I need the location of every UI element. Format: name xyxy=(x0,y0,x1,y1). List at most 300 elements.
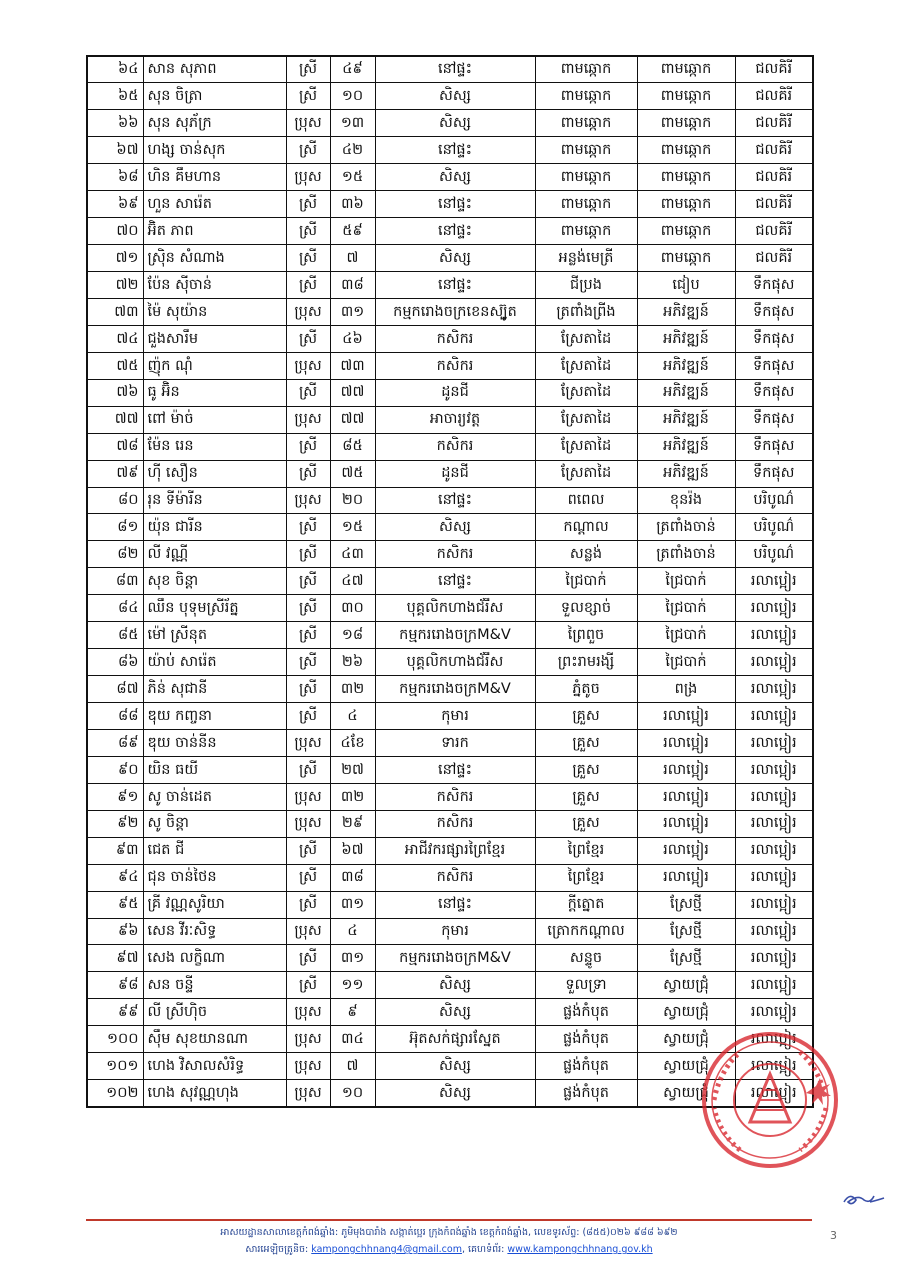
sex-cell: ស្រី xyxy=(286,676,330,703)
village-cell: ស្រែតាដៃ xyxy=(535,352,637,379)
roster-table-body xyxy=(87,56,813,1107)
commune-cell: អភិវឌ្ឍន៍ xyxy=(637,379,735,406)
district-cell: រលាប្អៀរ xyxy=(735,972,813,999)
table-row xyxy=(87,352,813,379)
sex-cell: ស្រី xyxy=(286,703,330,730)
commune-cell: ស្រែថ្មី xyxy=(637,918,735,945)
age-cell: ១០ xyxy=(330,83,375,110)
table-row xyxy=(87,1053,813,1080)
sex-cell: ប្រុស xyxy=(286,729,330,756)
occupation-cell: កសិករ xyxy=(375,864,535,891)
age-cell: ៤៣ xyxy=(330,541,375,568)
commune-cell: ពាមឆ្កោក xyxy=(637,83,735,110)
age-cell: ៤ xyxy=(330,918,375,945)
row-number-cell: ៧៤ xyxy=(87,325,143,352)
website-link[interactable]: www.kampongchhnang.gov.kh xyxy=(507,1244,653,1255)
village-cell: ព្រៃខ្មែរ xyxy=(535,864,637,891)
table-row xyxy=(87,272,813,299)
commune-cell: ជ្រៃបាក់ xyxy=(637,622,735,649)
district-cell: រលាប្អៀរ xyxy=(735,783,813,810)
table-row xyxy=(87,676,813,703)
occupation-cell: នៅផ្ទះ xyxy=(375,756,535,783)
sex-cell: ស្រី xyxy=(286,379,330,406)
occupation-cell: នៅផ្ទះ xyxy=(375,487,535,514)
name-cell: សូ ចាន់ដេត xyxy=(143,783,286,810)
website-label: , គេហទំព័រ: xyxy=(461,1244,505,1255)
sex-cell: ស្រី xyxy=(286,837,330,864)
village-cell: ស្រែតាដៃ xyxy=(535,379,637,406)
occupation-cell: នៅផ្ទះ xyxy=(375,56,535,83)
district-cell: បរិបូណ៌ xyxy=(735,487,813,514)
sex-cell: ប្រុស xyxy=(286,783,330,810)
district-cell: រលាប្អៀរ xyxy=(735,1080,813,1107)
name-cell: លី ស្រីហ៊ិច xyxy=(143,999,286,1026)
sex-cell: ស្រី xyxy=(286,756,330,783)
table-row xyxy=(87,325,813,352)
commune-cell: ស្រែថ្មី xyxy=(637,891,735,918)
table-row xyxy=(87,864,813,891)
age-cell: ៣២ xyxy=(330,783,375,810)
sex-cell: ស្រី xyxy=(286,433,330,460)
table-row xyxy=(87,568,813,595)
name-cell: លី វណ្ណី xyxy=(143,541,286,568)
row-number-cell: ៧២ xyxy=(87,272,143,299)
name-cell: យ៉ាប់ សារ៉េត xyxy=(143,649,286,676)
village-cell: ពាមឆ្កោក xyxy=(535,83,637,110)
age-cell: ៧៧ xyxy=(330,406,375,433)
table-row xyxy=(87,137,813,164)
name-cell: សុខ ចិន្តា xyxy=(143,568,286,595)
name-cell: ឌុយ ចាន់នីន xyxy=(143,729,286,756)
village-cell: ទួលខ្សាច់ xyxy=(535,595,637,622)
name-cell: យ៉ុន ជារីន xyxy=(143,514,286,541)
district-cell: រលាប្អៀរ xyxy=(735,729,813,756)
sex-cell: ស្រី xyxy=(286,83,330,110)
age-cell: ៧៣ xyxy=(330,352,375,379)
age-cell: ២៩ xyxy=(330,810,375,837)
age-cell: ១១ xyxy=(330,972,375,999)
district-cell: រលាប្អៀរ xyxy=(735,999,813,1026)
commune-cell: ស្វាយជ្រុំ xyxy=(637,1080,735,1107)
occupation-cell: អាជីវករផ្សារព្រៃខ្មែរ xyxy=(375,837,535,864)
sex-cell: ប្រុស xyxy=(286,999,330,1026)
name-cell: ហេង សុវណ្ណហុង xyxy=(143,1080,286,1107)
commune-cell: អភិវឌ្ឍន៍ xyxy=(637,325,735,352)
sex-cell: ស្រី xyxy=(286,272,330,299)
district-cell: រលាប្អៀរ xyxy=(735,595,813,622)
occupation-cell: នៅផ្ទះ xyxy=(375,568,535,595)
name-cell: ឌុយ កញ្ចនា xyxy=(143,703,286,730)
commune-cell: ពាមឆ្កោក xyxy=(637,56,735,83)
village-cell: ត្រោកកណ្តាល xyxy=(535,918,637,945)
age-cell: ៣២ xyxy=(330,676,375,703)
name-cell: ស៊ឹម សុខយានណា xyxy=(143,1026,286,1053)
table-row xyxy=(87,649,813,676)
name-cell: គ្រី វណ្ណសូរិយា xyxy=(143,891,286,918)
sex-cell: ប្រុស xyxy=(286,352,330,379)
row-number-cell: ៧០ xyxy=(87,218,143,245)
age-cell: ៧៧ xyxy=(330,379,375,406)
occupation-cell: សិស្ស xyxy=(375,514,535,541)
sex-cell: ស្រី xyxy=(286,325,330,352)
table-row xyxy=(87,541,813,568)
row-number-cell: ៩៩ xyxy=(87,999,143,1026)
sex-cell: ប្រុស xyxy=(286,1026,330,1053)
age-cell: ៣០ xyxy=(330,595,375,622)
commune-cell: ពាមឆ្កោក xyxy=(637,218,735,245)
village-cell: ទួលទ្រា xyxy=(535,972,637,999)
district-cell: រលាប្អៀរ xyxy=(735,676,813,703)
age-cell: ៧ xyxy=(330,245,375,272)
table-row xyxy=(87,1026,813,1053)
sex-cell: ប្រុស xyxy=(286,406,330,433)
district-cell: ជលគិរី xyxy=(735,218,813,245)
occupation-cell: កសិករ xyxy=(375,810,535,837)
email-label: សារអេឡិចត្រូនិច: xyxy=(245,1244,309,1255)
village-cell: ពាមឆ្កោក xyxy=(535,218,637,245)
occupation-cell: ដូនជី xyxy=(375,460,535,487)
age-cell: ៣១ xyxy=(330,945,375,972)
email-link[interactable]: kampongchhnang4@gmail.com xyxy=(311,1244,462,1255)
age-cell: ៣៦ xyxy=(330,191,375,218)
commune-cell: ពង្រ xyxy=(637,676,735,703)
village-cell: ផ្លង់កំបុត xyxy=(535,1080,637,1107)
district-cell: រលាប្អៀរ xyxy=(735,1053,813,1080)
age-cell: ២៧ xyxy=(330,756,375,783)
commune-cell: រលាប្អៀរ xyxy=(637,756,735,783)
village-cell: ព្រៃខ្មែរ xyxy=(535,837,637,864)
table-row xyxy=(87,1080,813,1107)
table-row xyxy=(87,164,813,191)
sex-cell: ប្រុស xyxy=(286,1080,330,1107)
district-cell: ទឹកផុស xyxy=(735,460,813,487)
commune-cell: រលាប្អៀរ xyxy=(637,837,735,864)
age-cell: ៣៤ xyxy=(330,1026,375,1053)
occupation-cell: កុមារ xyxy=(375,703,535,730)
table-row xyxy=(87,729,813,756)
village-cell: ភ្នំតូច xyxy=(535,676,637,703)
row-number-cell: ៩៦ xyxy=(87,918,143,945)
occupation-cell: នៅផ្ទះ xyxy=(375,891,535,918)
commune-cell: ពាមឆ្កោក xyxy=(637,137,735,164)
signature-mark xyxy=(840,1188,886,1210)
commune-cell: ស្វាយជ្រុំ xyxy=(637,972,735,999)
occupation-cell: អ៊ុតសក់ផ្សារស្នែត xyxy=(375,1026,535,1053)
village-cell: ពាមឆ្កោក xyxy=(535,164,637,191)
row-number-cell: ៨២ xyxy=(87,541,143,568)
sex-cell: ស្រី xyxy=(286,218,330,245)
sex-cell: ស្រី xyxy=(286,595,330,622)
age-cell: ៧៥ xyxy=(330,460,375,487)
name-cell: ម៉ៅ ស្រីនុត xyxy=(143,622,286,649)
occupation-cell: កម្មកររោងចក្រM&V xyxy=(375,622,535,649)
table-row xyxy=(87,56,813,83)
village-cell: ព្រះរាមរង្សី xyxy=(535,649,637,676)
commune-cell: ស្វាយជ្រុំ xyxy=(637,1053,735,1080)
commune-cell: រលាប្អៀរ xyxy=(637,729,735,756)
row-number-cell: ១០២ xyxy=(87,1080,143,1107)
district-cell: រលាប្អៀរ xyxy=(735,703,813,730)
row-number-cell: ៧១ xyxy=(87,245,143,272)
name-cell: ស្រ៊ិន សំណាង xyxy=(143,245,286,272)
table-row xyxy=(87,918,813,945)
village-cell: សន្លង់ xyxy=(535,541,637,568)
district-cell: ទឹកផុស xyxy=(735,379,813,406)
occupation-cell: សិស្ស xyxy=(375,245,535,272)
district-cell: ទឹកផុស xyxy=(735,325,813,352)
page-number: 3 xyxy=(830,1229,837,1242)
occupation-cell: កុមារ xyxy=(375,918,535,945)
row-number-cell: ៨៦ xyxy=(87,649,143,676)
table-row xyxy=(87,514,813,541)
sex-cell: ស្រី xyxy=(286,245,330,272)
sex-cell: ស្រី xyxy=(286,864,330,891)
commune-cell: ស្រែថ្មី xyxy=(637,945,735,972)
village-cell: គ្រួស xyxy=(535,783,637,810)
sex-cell: ស្រី xyxy=(286,945,330,972)
age-cell: ៤៧ xyxy=(330,568,375,595)
sex-cell: ស្រី xyxy=(286,460,330,487)
footer-divider xyxy=(86,1219,812,1221)
table-row xyxy=(87,191,813,218)
village-cell: ត្រពាំងព្រីង xyxy=(535,298,637,325)
table-row xyxy=(87,972,813,999)
sex-cell: ប្រុស xyxy=(286,1053,330,1080)
occupation-cell: កម្មករោងចក្រខេនស្ប៊ូត xyxy=(375,298,535,325)
district-cell: រលាប្អៀរ xyxy=(735,568,813,595)
commune-cell: រលាប្អៀរ xyxy=(637,783,735,810)
district-cell: ទឹកផុស xyxy=(735,406,813,433)
age-cell: ៩ xyxy=(330,999,375,1026)
age-cell: ១៨ xyxy=(330,622,375,649)
name-cell: ប៉ែន ស៊ីចាន់ xyxy=(143,272,286,299)
village-cell: គ្រួស xyxy=(535,810,637,837)
district-cell: ជលគិរី xyxy=(735,110,813,137)
table-row xyxy=(87,245,813,272)
district-cell: ជលគិរី xyxy=(735,245,813,272)
row-number-cell: ៧៣ xyxy=(87,298,143,325)
commune-cell: អភិវឌ្ឍន៍ xyxy=(637,352,735,379)
district-cell: រលាប្អៀរ xyxy=(735,1026,813,1053)
district-cell: ទឹកផុស xyxy=(735,433,813,460)
village-cell: ក្តីត្នោត xyxy=(535,891,637,918)
sex-cell: ស្រី xyxy=(286,514,330,541)
district-cell: រលាប្អៀរ xyxy=(735,810,813,837)
occupation-cell: អាចារ្យវត្ត xyxy=(375,406,535,433)
age-cell: ៧ xyxy=(330,1053,375,1080)
district-cell: ជលគិរី xyxy=(735,137,813,164)
occupation-cell: សិស្ស xyxy=(375,999,535,1026)
row-number-cell: ១០០ xyxy=(87,1026,143,1053)
age-cell: ៤៩ xyxy=(330,56,375,83)
commune-cell: ពាមឆ្កោក xyxy=(637,110,735,137)
name-cell: ម៉ែន រេន xyxy=(143,433,286,460)
row-number-cell: ៩០ xyxy=(87,756,143,783)
table-row xyxy=(87,218,813,245)
row-number-cell: ៦៥ xyxy=(87,83,143,110)
row-number-cell: ៩៣ xyxy=(87,837,143,864)
village-cell: គ្រួស xyxy=(535,703,637,730)
occupation-cell: កសិករ xyxy=(375,433,535,460)
name-cell: ហង្ស ចាន់សុក xyxy=(143,137,286,164)
table-row xyxy=(87,945,813,972)
name-cell: ម៉ៃ សុយ៉ាន xyxy=(143,298,286,325)
village-cell: ផ្លង់កំបុត xyxy=(535,1053,637,1080)
age-cell: ២០ xyxy=(330,487,375,514)
sex-cell: ស្រី xyxy=(286,541,330,568)
name-cell: សាន សុភាព xyxy=(143,56,286,83)
sex-cell: ស្រី xyxy=(286,622,330,649)
name-cell: ហួន សារ៉េត xyxy=(143,191,286,218)
name-cell: សេង លក្ខិណា xyxy=(143,945,286,972)
row-number-cell: ៨៥ xyxy=(87,622,143,649)
table-row xyxy=(87,487,813,514)
name-cell: ហ៊ី សឿន xyxy=(143,460,286,487)
village-cell: ផ្លង់កំបុត xyxy=(535,999,637,1026)
table-row xyxy=(87,298,813,325)
district-cell: រលាប្អៀរ xyxy=(735,891,813,918)
row-number-cell: ៨៧ xyxy=(87,676,143,703)
district-cell: រលាប្អៀរ xyxy=(735,918,813,945)
district-cell: បរិបូណ៌ xyxy=(735,514,813,541)
sex-cell: ប្រុស xyxy=(286,298,330,325)
table-row xyxy=(87,110,813,137)
district-cell: រលាប្អៀរ xyxy=(735,622,813,649)
occupation-cell: សិស្ស xyxy=(375,1053,535,1080)
village-cell: ផ្លង់កំបុត xyxy=(535,1026,637,1053)
sex-cell: ប្រុស xyxy=(286,918,330,945)
row-number-cell: ៧៦ xyxy=(87,379,143,406)
occupation-cell: សិស្ស xyxy=(375,1080,535,1107)
row-number-cell: ៧៧ xyxy=(87,406,143,433)
age-cell: ៨៥ xyxy=(330,433,375,460)
name-cell: ឈឹន បុទុមស្រីរ័ត្ន xyxy=(143,595,286,622)
commune-cell: ពាមឆ្កោក xyxy=(637,164,735,191)
occupation-cell: នៅផ្ទះ xyxy=(375,137,535,164)
row-number-cell: ៦៨ xyxy=(87,164,143,191)
occupation-cell: កម្មកររោងចក្រM&V xyxy=(375,945,535,972)
occupation-cell: កសិករ xyxy=(375,325,535,352)
district-cell: ជលគិរី xyxy=(735,83,813,110)
row-number-cell: ៩៨ xyxy=(87,972,143,999)
occupation-cell: ដូនជី xyxy=(375,379,535,406)
district-cell: រលាប្អៀរ xyxy=(735,756,813,783)
sex-cell: ស្រី xyxy=(286,649,330,676)
village-cell: ស្រែតាដៃ xyxy=(535,325,637,352)
commune-cell: ជ្រៃបាក់ xyxy=(637,568,735,595)
commune-cell: អភិវឌ្ឍន៍ xyxy=(637,298,735,325)
sex-cell: ស្រី xyxy=(286,56,330,83)
row-number-cell: ៨០ xyxy=(87,487,143,514)
commune-cell: ជ្រៃបាក់ xyxy=(637,649,735,676)
age-cell: ៤ខែ xyxy=(330,729,375,756)
row-number-cell: ៨៤ xyxy=(87,595,143,622)
age-cell: ១៥ xyxy=(330,164,375,191)
sex-cell: ស្រី xyxy=(286,191,330,218)
commune-cell: អភិវឌ្ឍន៍ xyxy=(637,460,735,487)
name-cell: យិន ធយី xyxy=(143,756,286,783)
occupation-cell: នៅផ្ទះ xyxy=(375,191,535,218)
age-cell: ១៣ xyxy=(330,110,375,137)
name-cell: ញ៉ុក ណុំ xyxy=(143,352,286,379)
age-cell: ១០ xyxy=(330,1080,375,1107)
occupation-cell: សិស្ស xyxy=(375,972,535,999)
commune-cell: អភិវឌ្ឍន៍ xyxy=(637,406,735,433)
age-cell: ៤៦ xyxy=(330,325,375,352)
occupation-cell: សិស្ស xyxy=(375,83,535,110)
age-cell: ៣១ xyxy=(330,891,375,918)
table-row xyxy=(87,379,813,406)
district-cell: ជលគិរី xyxy=(735,56,813,83)
table-row xyxy=(87,810,813,837)
name-cell: ធូ អ៊ិន xyxy=(143,379,286,406)
row-number-cell: ៩១ xyxy=(87,783,143,810)
name-cell: អ៊ិត ភាព xyxy=(143,218,286,245)
occupation-cell: នៅផ្ទះ xyxy=(375,218,535,245)
district-cell: ទឹកផុស xyxy=(735,298,813,325)
row-number-cell: ៩៥ xyxy=(87,891,143,918)
table-row xyxy=(87,783,813,810)
village-cell: គ្រួស xyxy=(535,756,637,783)
commune-cell: ពាមឆ្កោក xyxy=(637,245,735,272)
sex-cell: ស្រី xyxy=(286,891,330,918)
name-cell: សេន វីរៈសិទ្ធ xyxy=(143,918,286,945)
commune-cell: ត្រពាំងចាន់ xyxy=(637,514,735,541)
age-cell: ១៥ xyxy=(330,514,375,541)
occupation-cell: នៅផ្ទះ xyxy=(375,272,535,299)
age-cell: ២៦ xyxy=(330,649,375,676)
name-cell: សន ចន្ទី xyxy=(143,972,286,999)
table-row xyxy=(87,891,813,918)
table-row xyxy=(87,406,813,433)
row-number-cell: ៦៧ xyxy=(87,137,143,164)
table-row xyxy=(87,460,813,487)
row-number-cell: ១០១ xyxy=(87,1053,143,1080)
name-cell: រុន ទីម៉ារីន xyxy=(143,487,286,514)
sex-cell: ប្រុស xyxy=(286,164,330,191)
table-row xyxy=(87,622,813,649)
commune-cell: ត្រពាំងចាន់ xyxy=(637,541,735,568)
village-cell: ស្រែតាដៃ xyxy=(535,460,637,487)
occupation-cell: កម្មកររោងចក្រM&V xyxy=(375,676,535,703)
district-cell: ទឹកផុស xyxy=(735,272,813,299)
commune-cell: ខុនរ៉ង xyxy=(637,487,735,514)
village-cell: សន្ទូច xyxy=(535,945,637,972)
village-cell: ពាមឆ្កោក xyxy=(535,137,637,164)
row-number-cell: ៨១ xyxy=(87,514,143,541)
row-number-cell: ៦៤ xyxy=(87,56,143,83)
commune-cell: រលាប្អៀរ xyxy=(637,703,735,730)
row-number-cell: ៨៩ xyxy=(87,729,143,756)
name-cell: ពៅ ម៉ាច់ xyxy=(143,406,286,433)
village-cell: ជីប្រង xyxy=(535,272,637,299)
district-cell: ទឹកផុស xyxy=(735,352,813,379)
commune-cell: ស្វាយជ្រុំ xyxy=(637,1026,735,1053)
table-row xyxy=(87,756,813,783)
village-cell: ពាមឆ្កោក xyxy=(535,56,637,83)
age-cell: ៣១ xyxy=(330,298,375,325)
commune-cell: ស្វាយជ្រុំ xyxy=(637,999,735,1026)
village-cell: ជ្រៃបាក់ xyxy=(535,568,637,595)
patient-roster-table xyxy=(86,55,814,1108)
occupation-cell: បុគ្គលិកហាងជ័រឹស xyxy=(375,649,535,676)
district-cell: ជលគិរី xyxy=(735,191,813,218)
age-cell: ៤២ xyxy=(330,137,375,164)
sex-cell: ស្រី xyxy=(286,568,330,595)
row-number-cell: ៦៦ xyxy=(87,110,143,137)
table-row xyxy=(87,837,813,864)
table-row xyxy=(87,999,813,1026)
